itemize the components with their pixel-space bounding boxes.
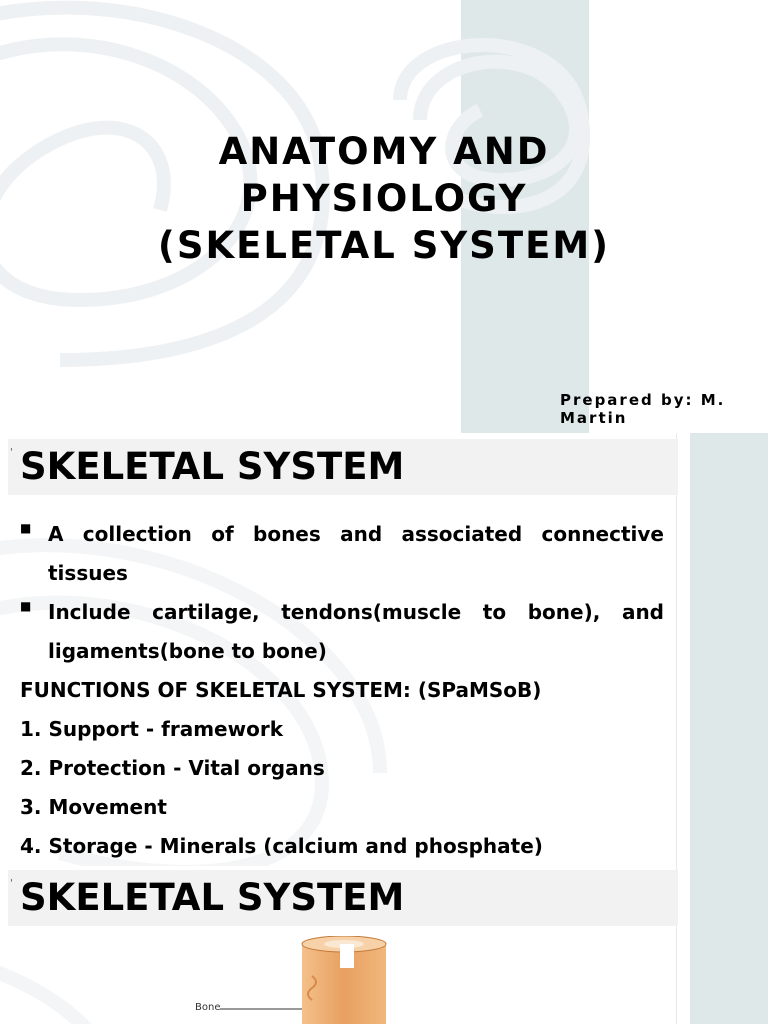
accent-strip xyxy=(690,433,768,866)
bullet-item xyxy=(20,515,664,593)
title-line: PHYSIOLOGY xyxy=(240,177,528,220)
title-line: ANATOMY AND xyxy=(218,130,550,173)
square-bullet-icon: ■ xyxy=(20,599,32,613)
square-bullet-icon: ■ xyxy=(20,521,32,535)
figure-slide xyxy=(0,866,768,1024)
figure-label: Bone xyxy=(195,1002,221,1013)
functions-heading: FUNCTIONS OF SKELETAL SYSTEM: (SPaMSoB) xyxy=(20,678,542,702)
slide-marker: ' xyxy=(10,878,13,889)
function-item: 2. Protection - Vital organs xyxy=(20,756,325,780)
function-item: 3. Movement xyxy=(20,795,167,819)
title-slide xyxy=(0,0,768,433)
divider-line xyxy=(676,433,677,866)
function-item: 1. Support - framework xyxy=(20,717,283,741)
title-line: (SKELETAL SYSTEM) xyxy=(157,224,611,267)
bullet-text: A collection of bones and associated connective tissues xyxy=(48,522,664,585)
bullet-item xyxy=(20,593,664,671)
slide-body xyxy=(20,515,664,866)
presentation-title xyxy=(0,128,768,269)
bullet-text: Include cartilage, tendons(muscle to bone), and ligaments(bone to bone) xyxy=(48,600,664,663)
slide-heading: SKELETAL SYSTEM xyxy=(20,876,405,919)
content-slide xyxy=(0,433,768,866)
bone-illustration xyxy=(190,936,400,1024)
author-credit: Prepared by: M. Martin xyxy=(560,391,726,427)
slide-heading: SKELETAL SYSTEM xyxy=(20,445,405,488)
slide-marker: ' xyxy=(10,447,13,458)
function-item: 4. Storage - Minerals (calcium and phosphate) xyxy=(20,834,543,858)
accent-strip xyxy=(690,866,768,1024)
